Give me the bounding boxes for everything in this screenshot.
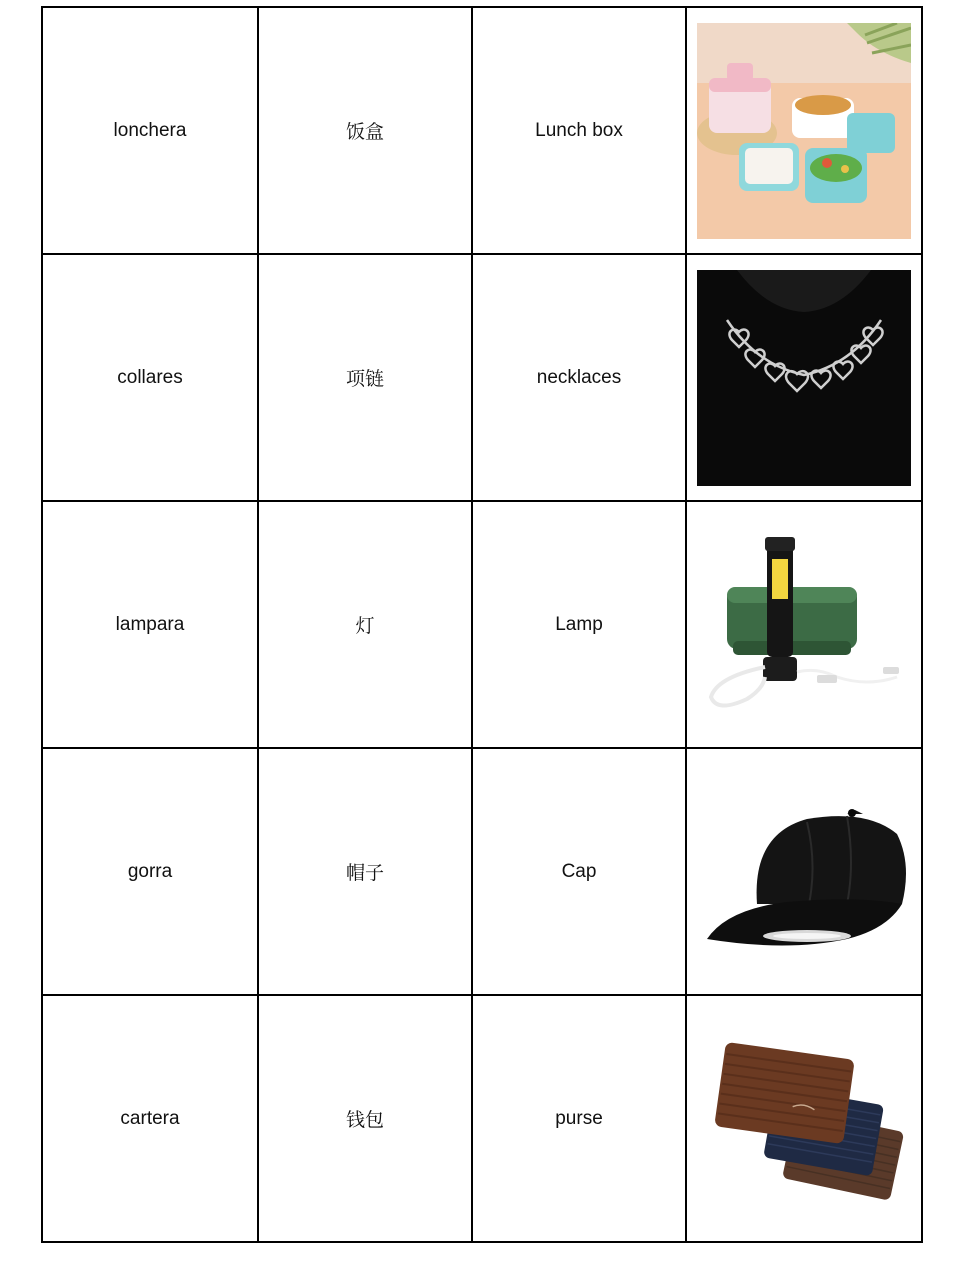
spanish-word-cell: gorra	[42, 748, 258, 995]
english-word-cell: Lunch box	[472, 7, 686, 254]
table-row	[42, 7, 922, 254]
chinese-word-cell: 项链	[258, 254, 472, 501]
lunch-box-icon	[697, 23, 911, 239]
spanish-word-cell: lonchera	[42, 7, 258, 254]
table-row	[42, 995, 922, 1242]
spanish-word-cell: cartera	[42, 995, 258, 1242]
english-word-cell: purse	[472, 995, 686, 1242]
image-cell	[686, 995, 922, 1242]
image-cell	[686, 501, 922, 748]
chinese-word-cell: 钱包	[258, 995, 472, 1242]
chinese-word-cell: 灯	[258, 501, 472, 748]
english-word-cell: Cap	[472, 748, 686, 995]
flashlight-icon	[697, 517, 911, 733]
image-cell	[686, 7, 922, 254]
table-row	[42, 254, 922, 501]
heart-necklace-icon	[697, 270, 911, 486]
table-row	[42, 501, 922, 748]
image-cell	[686, 748, 922, 995]
table-row	[42, 748, 922, 995]
english-word-cell: Lamp	[472, 501, 686, 748]
vocabulary-table	[41, 6, 923, 1243]
wallet-icon	[697, 1011, 911, 1227]
spanish-word-cell: collares	[42, 254, 258, 501]
image-cell	[686, 254, 922, 501]
chinese-word-cell: 帽子	[258, 748, 472, 995]
english-word-cell: necklaces	[472, 254, 686, 501]
baseball-cap-icon	[697, 764, 911, 980]
chinese-word-cell: 饭盒	[258, 7, 472, 254]
spanish-word-cell: lampara	[42, 501, 258, 748]
